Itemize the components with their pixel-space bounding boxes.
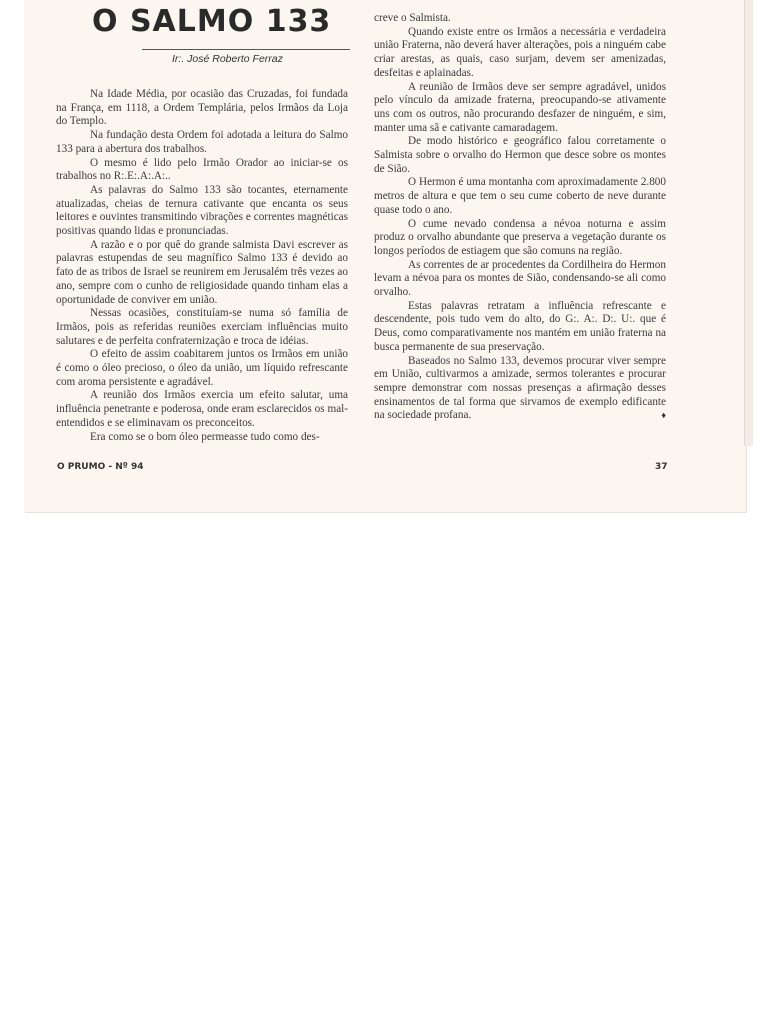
- page-edge: [744, 0, 753, 446]
- paragraph: O cume nevado condensa a névoa noturna e assim produz o orvalho abundante que preserva a vegetação durante os longos períodos de estiagem que são comuns na região.: [374, 217, 666, 257]
- paragraph: Na fundação desta Ordem foi adotada a leitura do Salmo 133 para a abertura dos trabalhos.: [56, 129, 348, 155]
- paragraph: O efeito de assim coabitarem juntos os Irmãos em união é como o óleo precioso, o óleo da união, um líquido refrescante com aroma persistente e agradável.: [56, 348, 348, 388]
- paragraph: O mesmo é lido pelo Irmão Orador ao iniciar-se os trabalhos no R:.E:.A:.A:..: [56, 156, 348, 183]
- paragraph: De modo histórico e geográfico falou corretamente o Salmista sobre o orvalho do Hermon que desce sobre os montes de Sião.: [374, 135, 666, 175]
- paragraph-continuation: creve o Salmista.: [374, 12, 451, 24]
- paragraph: Nessas ocasiões, constituíam-se numa só família de Irmãos, pois as referidas reuniões exerciam influências muito salutares e de perfeita confraternização e troca de idéias.: [56, 307, 348, 347]
- end-of-article-icon: ♦: [661, 410, 666, 421]
- left-column: [56, 88, 348, 444]
- article-title: O SALMO 133: [92, 4, 332, 39]
- paragraph-text: Baseados no Salmo 133, devemos procurar viver sempre em União, cultivarmos a amizade, sermos tolerantes e procurar sempre demonstrar com nossas presenças a afirmação desses ensinamentos de tal forma que sirvamos de exemplo edificante na sociedade profana.: [374, 354, 666, 422]
- author-divider: [142, 49, 350, 50]
- paragraph: Quando existe entre os Irmãos a necessária e verdadeira união Fraterna, não deverá haver alterações, pois a ninguém cabe criar arestas, as quais, caso surjam, devem ser amenizadas, desfeitas e aplainadas.: [374, 25, 666, 79]
- paragraph-last: [374, 355, 666, 424]
- page-number: 37: [655, 462, 668, 472]
- paragraph: As correntes de ar procedentes da Cordilheira do Hermon levam a névoa para os montes de Sião, condensando-se ali como orvalho.: [374, 258, 666, 299]
- right-column: [374, 12, 666, 423]
- publication-name: O PRUMO - Nº 94: [57, 462, 144, 472]
- paragraph: A razão e o por quê do grande salmista Davi escrever as palavras estupendas de seu magnífico Salmo 133 é devido ao fato de as tribos de Israel se reunirem em Jerusalém três vezes ao ano, sempre com o cunho de religiosidade quando tinham elas a oportunidade de conviver em união.: [56, 238, 348, 306]
- paragraph: As palavras do Salmo 133 são tocantes, eternamente atualizadas, cheias de ternura cativante que encanta os seus leitores e ouvintes transmitindo vibrações e correntes magnéticas positivas quando lidas e pronunciadas.: [56, 183, 348, 238]
- paragraph: Estas palavras retratam a influência refrescante e descendente, pois tudo vem do alto, do G:. A:. D:. U:. que é Deus, como comparativamente nos mantém em união fraterna na busca permanente de sua preservação.: [374, 299, 666, 353]
- article-author: Ir:. José Roberto Ferraz: [172, 53, 283, 65]
- paragraph: O Hermon é uma montanha com aproximadamente 2.800 metros de altura e que tem o seu cume coberto de neve durante quase todo o ano.: [374, 176, 666, 216]
- paragraph: A reunião dos Irmãos exercia um efeito salutar, uma influência penetrante e poderosa, onde eram esclarecidos os mal-entendidos e se eliminavam os preconceitos.: [56, 389, 348, 429]
- paragraph: A reunião de Irmãos deve ser sempre agradável, unidos pelo vínculo da amizade fraterna, preocupando-se ativamente uns com os outros, não procurando desfazer de ninguém, e sim, manter uma sã e cativante camaradagem.: [374, 80, 666, 134]
- paragraph: Era como se o bom óleo permeasse tudo como des-: [90, 430, 320, 443]
- paragraph: Na Idade Média, por ocasião das Cruzadas, foi fundada na França, em 1118, a Ordem Templária, pelos Irmãos da Loja do Templo.: [56, 88, 348, 128]
